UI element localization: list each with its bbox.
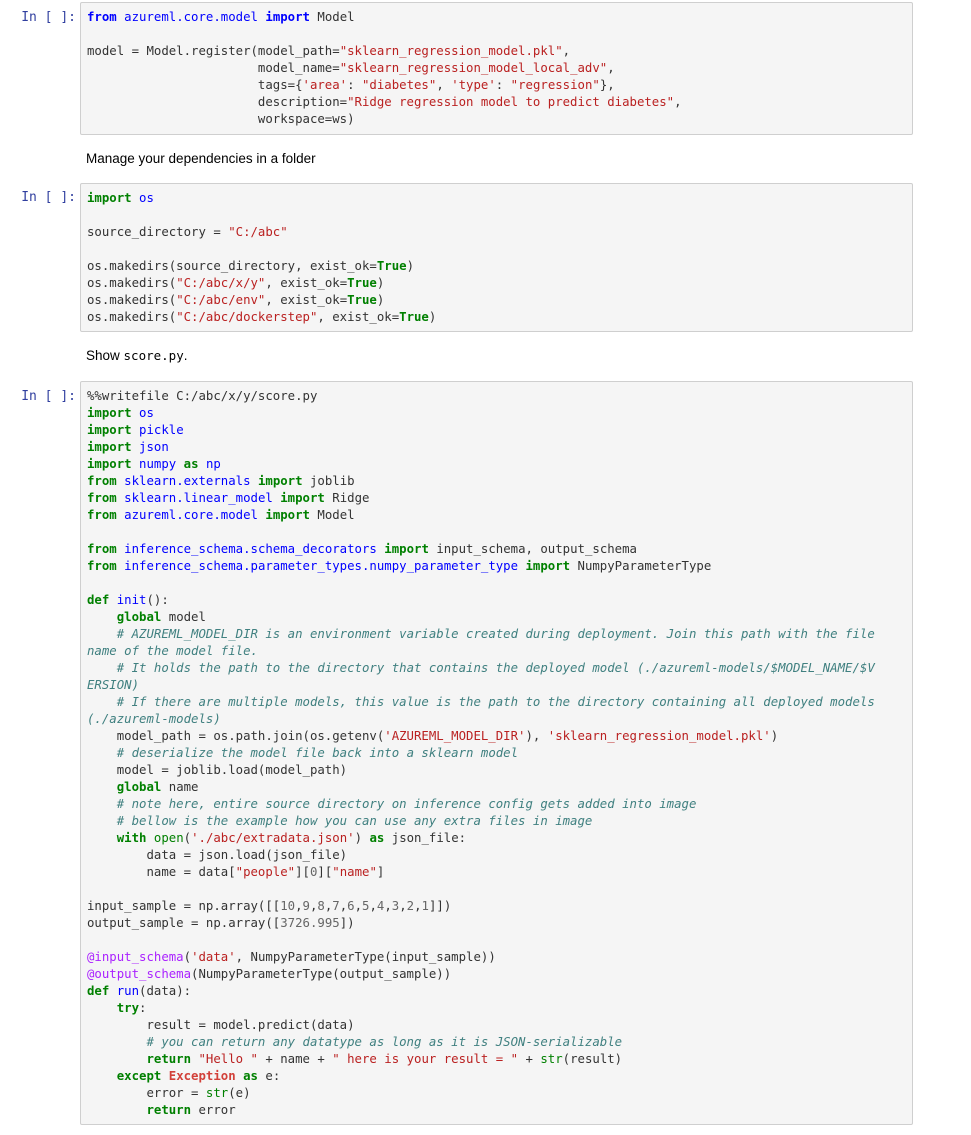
code-line	[87, 1001, 146, 1015]
code-token	[87, 746, 117, 760]
code-token: Exception	[168, 1069, 236, 1083]
code-line	[87, 474, 355, 488]
code-token: from	[87, 10, 117, 24]
code-token: os.makedirs(	[87, 293, 177, 307]
code-token: model = joblib.load(model_path)	[87, 763, 348, 777]
code-token: import	[87, 423, 132, 437]
code-line	[87, 1086, 251, 1100]
code-token: # you can return any datatype as long as it is JSON-serializable	[146, 1035, 623, 1049]
code-token: from	[87, 474, 117, 488]
code-token: +	[518, 1052, 541, 1066]
code-token: except	[116, 1069, 162, 1083]
code-line	[87, 627, 875, 641]
code-token: },	[599, 78, 615, 92]
code-line	[87, 1035, 622, 1049]
code-line	[87, 440, 169, 454]
code-token: "Ridge regression model to predict diabetes"	[347, 95, 675, 109]
code-token: ]	[376, 865, 385, 879]
code-token: @input_schema	[87, 950, 184, 964]
code-token: # deserialize the model file back into a sklearn model	[116, 746, 519, 760]
code-token: ),	[525, 729, 548, 743]
code-line	[87, 457, 221, 471]
code-line	[87, 967, 451, 981]
code-token: "C:/abc"	[228, 225, 288, 239]
code-token: ,	[414, 899, 422, 913]
code-token: %%writefile C:/abc/x/y/score.py	[87, 389, 318, 403]
code-token: 10	[280, 899, 296, 913]
code-token: azureml.core.model	[124, 10, 258, 24]
code-token	[87, 831, 117, 845]
code-token: (	[183, 831, 192, 845]
cell-prompt: In [ ]:	[21, 10, 76, 25]
code-line	[87, 899, 451, 913]
code-token: Ridge	[324, 491, 370, 505]
code-token: ,	[436, 78, 452, 92]
cell-prompt: In [ ]:	[21, 190, 76, 205]
code-line	[87, 712, 221, 726]
code-line	[87, 780, 199, 794]
code-token: json	[139, 440, 169, 454]
code-line	[87, 695, 875, 709]
code-token: error =	[87, 1086, 206, 1100]
code-token: ,	[674, 95, 682, 109]
code-token	[87, 1052, 146, 1066]
code-token: "people"	[235, 865, 296, 879]
code-token: os.makedirs(	[87, 276, 177, 290]
code-token: (NumpyParameterType(output_sample))	[191, 967, 452, 981]
code-token: init	[116, 593, 147, 607]
code-token: description=	[87, 95, 348, 109]
code-token: sklearn.linear_model	[124, 491, 273, 505]
code-token: 5	[362, 899, 370, 913]
code-token: import	[257, 474, 303, 488]
code-token: )	[770, 729, 779, 743]
code-token	[251, 474, 258, 488]
code-token	[87, 1035, 146, 1049]
code-line	[87, 916, 355, 930]
code-token: 'sklearn_regression_model.pkl'	[547, 729, 771, 743]
code-line	[87, 406, 154, 420]
code-line	[87, 225, 288, 239]
code-token: joblib	[302, 474, 355, 488]
code-token: model_path = os.path.join(os.getenv(	[87, 729, 385, 743]
code-token: data = json.load(json_file)	[87, 848, 348, 862]
code-token: os	[139, 406, 154, 420]
code-token	[132, 457, 139, 471]
code-token: from	[87, 559, 117, 573]
code-token: def	[87, 984, 110, 998]
code-token	[87, 780, 117, 794]
code-token: pickle	[139, 423, 184, 437]
code-token: ,	[607, 61, 615, 75]
code-token: from	[87, 542, 117, 556]
code-token: sklearn.externals	[124, 474, 251, 488]
code-token	[109, 593, 116, 607]
code-line	[87, 729, 778, 743]
code-token: ,	[309, 899, 318, 913]
code-token: "C:/abc/x/y"	[176, 276, 266, 290]
code-token: 3	[391, 899, 400, 913]
code-line	[87, 1052, 622, 1066]
code-token: Model	[309, 508, 355, 522]
code-token: source_directory =	[87, 225, 229, 239]
code-token: as	[243, 1069, 258, 1083]
code-token: import	[280, 491, 325, 505]
code-token	[199, 457, 206, 471]
code-token: output_sample = np.array([	[87, 916, 281, 930]
code-line	[87, 191, 154, 205]
code-token: numpy	[139, 457, 177, 471]
code-line	[87, 310, 436, 324]
code-token: from	[87, 508, 117, 522]
code-token: import	[265, 10, 310, 24]
code-token	[87, 1103, 146, 1117]
code-token: 'area'	[302, 78, 348, 92]
code-token: model	[161, 610, 206, 624]
code-token	[87, 814, 117, 828]
code-token: as	[183, 457, 199, 471]
code-editor[interactable]	[81, 382, 912, 1125]
code-input-area[interactable]	[80, 2, 913, 135]
code-token: 3726.995	[280, 916, 340, 930]
code-token: ,	[354, 899, 363, 913]
code-editor[interactable]	[81, 3, 912, 134]
code-line	[87, 508, 355, 522]
code-token: 0	[309, 865, 318, 879]
code-line	[87, 1103, 236, 1117]
code-token: model = Model.register(model_path=	[87, 44, 340, 58]
code-token: )	[376, 276, 385, 290]
code-token	[87, 627, 117, 641]
code-token: os.makedirs(source_directory, exist_ok=	[87, 259, 377, 273]
code-line	[87, 78, 615, 92]
code-line	[87, 389, 317, 403]
code-token: @output_schema	[87, 967, 192, 981]
code-token: # bellow is the example how you can use any extra files in image	[116, 814, 593, 828]
code-token: import	[87, 440, 132, 454]
code-token: np	[205, 457, 221, 471]
code-line	[87, 661, 875, 675]
code-token	[132, 423, 139, 437]
code-token	[161, 1069, 168, 1083]
code-line	[87, 610, 206, 624]
code-line	[87, 293, 384, 307]
code-token: inference_schema.parameter_types.numpy_parameter_type	[124, 559, 519, 573]
code-token	[87, 1001, 117, 1015]
code-token: 1	[421, 899, 429, 913]
code-token: # note here, entire source directory on inference config gets added into image	[116, 797, 697, 811]
code-token: ERSION)	[87, 678, 140, 692]
code-token: workspace=ws)	[87, 112, 355, 126]
code-line	[87, 1069, 280, 1083]
code-token: def	[87, 593, 110, 607]
code-token: 'data'	[191, 950, 236, 964]
code-token: result = model.predict(data)	[87, 1018, 355, 1032]
code-line	[87, 491, 369, 505]
code-line	[87, 276, 384, 290]
code-token: './abc/extradata.json'	[191, 831, 355, 845]
code-token: name of the model file.	[87, 644, 258, 658]
code-token: True	[399, 310, 429, 324]
code-token: run	[116, 984, 140, 998]
code-line	[87, 950, 496, 964]
code-token: str	[540, 1052, 563, 1066]
code-token: 2	[406, 899, 415, 913]
code-token: import	[384, 542, 429, 556]
code-token: "C:/abc/env"	[176, 293, 266, 307]
code-token: error	[191, 1103, 236, 1117]
code-token: (	[183, 950, 192, 964]
code-token: 'type'	[451, 78, 496, 92]
code-token: os	[139, 191, 154, 205]
code-token: :	[495, 78, 511, 92]
code-token: inference_schema.schema_decorators	[124, 542, 377, 556]
markdown-text-suffix: .	[183, 348, 188, 363]
code-token	[176, 457, 183, 471]
code-line	[87, 259, 414, 273]
code-token: # AZUREML_MODEL_DIR is an environment variable created during deployment. Join this path with the file	[116, 627, 875, 641]
code-token: (result)	[562, 1052, 623, 1066]
code-token: e:	[257, 1069, 281, 1083]
code-token: str	[205, 1086, 229, 1100]
code-token: 7	[332, 899, 340, 913]
code-token: ,	[369, 899, 377, 913]
code-line	[87, 984, 191, 998]
code-line	[87, 559, 711, 573]
code-token: "sklearn_regression_model.pkl"	[339, 44, 563, 58]
code-token: "sklearn_regression_model_local_adv"	[339, 61, 608, 75]
code-line	[87, 542, 637, 556]
code-token: 4	[376, 899, 385, 913]
code-token: open	[153, 831, 184, 845]
code-token: NumpyParameterType	[570, 559, 712, 573]
cell-prompt: In [ ]:	[21, 389, 76, 404]
code-token: name	[161, 780, 199, 794]
code-token: "regression"	[510, 78, 600, 92]
code-line	[87, 763, 347, 777]
code-line	[87, 865, 384, 879]
code-token	[236, 1069, 243, 1083]
markdown-text-dependencies: Manage your dependencies in a folder	[86, 151, 316, 166]
code-token: input_sample = np.array([[	[87, 899, 281, 913]
code-line	[87, 44, 570, 58]
code-token: import	[525, 559, 571, 573]
code-editor[interactable]	[81, 184, 912, 332]
code-token: True	[376, 259, 407, 273]
inline-code: score.py	[123, 348, 184, 363]
code-token: as	[369, 831, 385, 845]
code-token: ,	[562, 44, 571, 58]
code-token: )	[354, 831, 370, 845]
code-token	[132, 191, 139, 205]
code-line	[87, 848, 347, 862]
code-token: 9	[302, 899, 310, 913]
code-token	[87, 661, 117, 675]
code-token: ])	[339, 916, 355, 930]
code-token: True	[347, 276, 377, 290]
code-token: input_schema, output_schema	[428, 542, 637, 556]
code-token: 8	[317, 899, 325, 913]
code-token: tags={	[87, 78, 303, 92]
code-token: ][	[295, 865, 310, 879]
code-token: import	[87, 191, 132, 205]
code-token: model_name=	[87, 61, 340, 75]
code-token: + name +	[257, 1052, 333, 1066]
code-token	[146, 831, 153, 845]
code-line	[87, 112, 355, 126]
code-line	[87, 814, 592, 828]
code-line	[87, 423, 184, 437]
code-token	[87, 797, 117, 811]
code-token: name = data[	[87, 865, 236, 879]
code-token: ,	[324, 899, 333, 913]
code-token: , exist_ok=	[317, 310, 400, 324]
code-token: ][	[317, 865, 333, 879]
code-token: , exist_ok=	[265, 293, 348, 307]
code-token: ,	[384, 899, 392, 913]
code-token: import	[265, 508, 310, 522]
code-token: import	[87, 406, 132, 420]
code-line	[87, 593, 169, 607]
code-token: return	[146, 1103, 192, 1117]
code-token: ]])	[428, 899, 452, 913]
code-line	[87, 10, 355, 24]
code-token	[132, 406, 139, 420]
code-line	[87, 644, 258, 658]
code-token: )	[428, 310, 437, 324]
code-token: # It holds the path to the directory that contains the deployed model (./azureml-models/$MODEL_NAME/$V	[116, 661, 875, 675]
code-line	[87, 797, 696, 811]
code-token	[87, 1069, 117, 1083]
code-token: ,	[295, 899, 303, 913]
code-token	[132, 440, 139, 454]
code-token: , NumpyParameterType(input_sample))	[235, 950, 496, 964]
code-token: )	[376, 293, 385, 307]
markdown-text-show-score	[86, 347, 188, 365]
code-token: "name"	[332, 865, 377, 879]
code-token: return	[146, 1052, 192, 1066]
markdown-text-prefix: Show	[86, 348, 124, 363]
code-token: )	[406, 259, 415, 273]
code-token: import	[87, 457, 132, 471]
code-token: ,	[339, 899, 348, 913]
code-token: "C:/abc/dockerstep"	[176, 310, 318, 324]
code-token: global	[116, 780, 162, 794]
code-token: global	[116, 610, 162, 624]
code-token: True	[347, 293, 377, 307]
code-token: "diabetes"	[361, 78, 437, 92]
code-line	[87, 61, 615, 75]
code-token: 6	[347, 899, 355, 913]
code-token: # If there are multiple models, this value is the path to the directory containing all deployed models	[116, 695, 875, 709]
code-token: Model	[309, 10, 355, 24]
code-input-area[interactable]	[80, 381, 913, 1125]
code-token	[109, 984, 116, 998]
code-token: from	[87, 491, 117, 505]
code-token: ,	[399, 899, 407, 913]
code-line	[87, 95, 682, 109]
code-token: 'AZUREML_MODEL_DIR'	[384, 729, 526, 743]
code-token: :	[139, 1001, 147, 1015]
code-token: (data):	[139, 984, 192, 998]
code-token: ():	[146, 593, 169, 607]
code-line	[87, 1018, 355, 1032]
code-token: "Hello "	[198, 1052, 258, 1066]
code-token	[87, 610, 117, 624]
code-token: , exist_ok=	[265, 276, 348, 290]
code-token: :	[347, 78, 362, 92]
code-token: (./azureml-models)	[87, 712, 221, 726]
code-token: json_file:	[384, 831, 467, 845]
code-token: os.makedirs(	[87, 310, 177, 324]
code-token	[87, 695, 117, 709]
code-token: with	[116, 831, 147, 845]
code-token: azureml.core.model	[124, 508, 258, 522]
code-line	[87, 678, 139, 692]
code-line	[87, 831, 466, 845]
code-line	[87, 746, 518, 760]
code-input-area[interactable]	[80, 183, 913, 332]
code-token: (e)	[228, 1086, 251, 1100]
code-token: try	[116, 1001, 140, 1015]
code-token: " here is your result = "	[332, 1052, 519, 1066]
